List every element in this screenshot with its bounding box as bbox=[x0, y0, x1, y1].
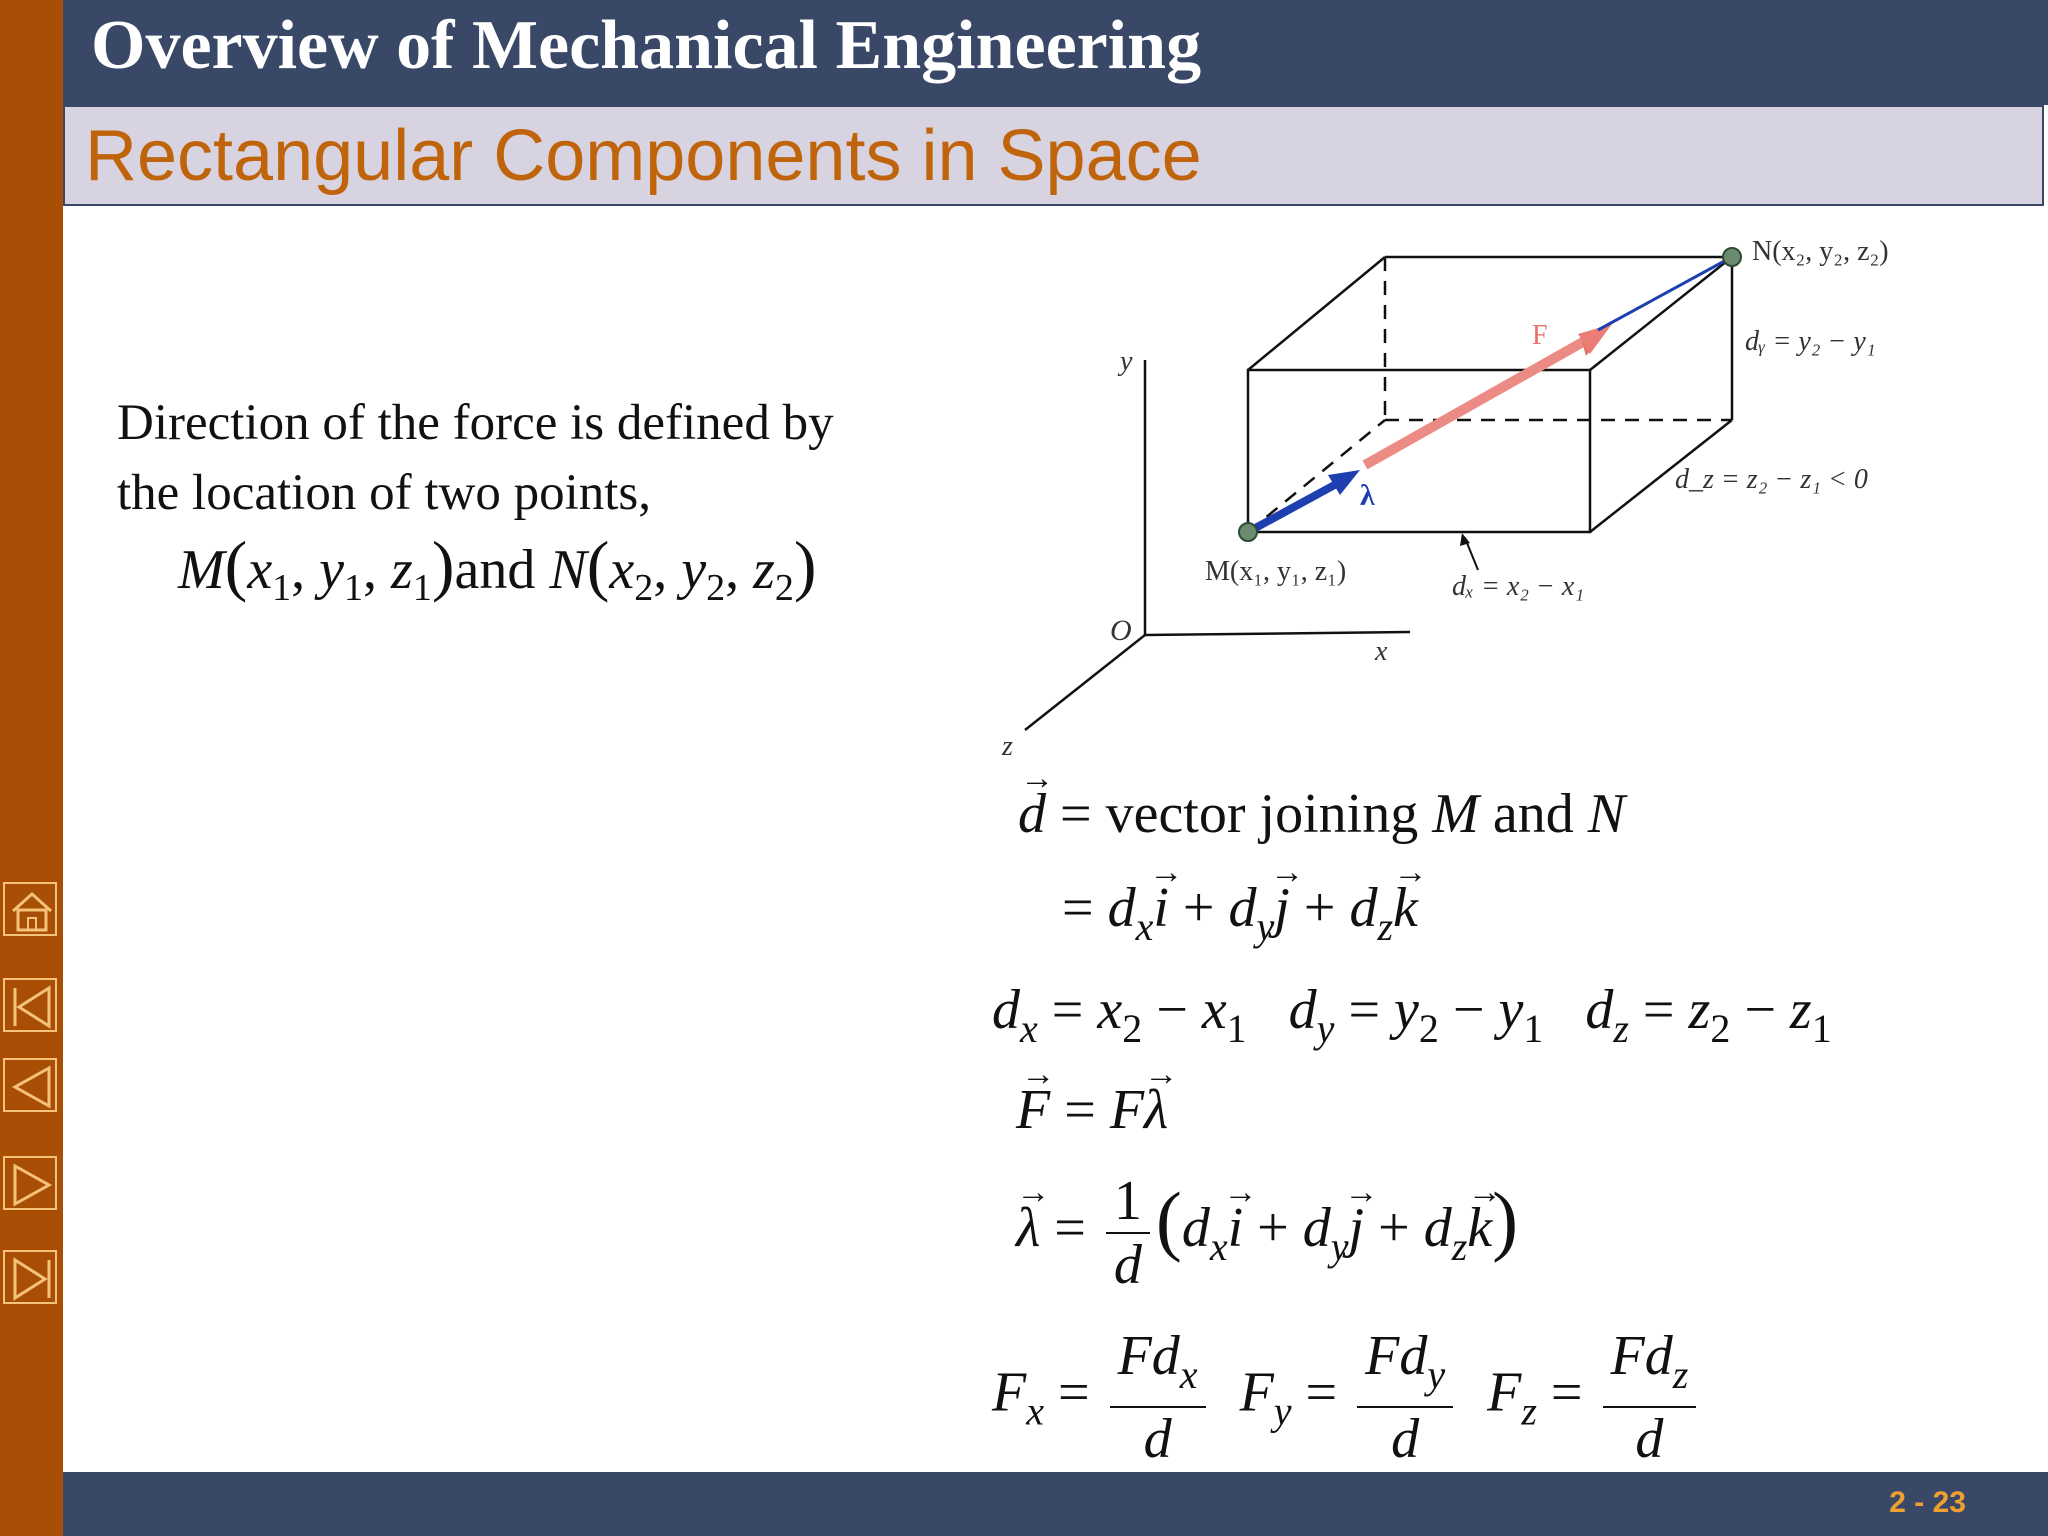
axis-x-label: x bbox=[1375, 636, 1388, 667]
equation-d-definition: → d = vector joining M and N bbox=[1018, 782, 1625, 846]
label-M: M(x₁, y₁, z₁) bbox=[1205, 556, 1347, 587]
previous-slide-button[interactable] bbox=[3, 1058, 57, 1112]
lambda-label: λ bbox=[1360, 479, 1375, 512]
slide-subheader bbox=[63, 105, 2044, 206]
label-N: N(x₂, y₂, z₂) bbox=[1752, 236, 1889, 267]
equation-force-components: $F_x$ = $\frac{Fd_x}{d}$ $F_y$ = $\frac{Fd_y}{d}$ $F_z$ = $\frac{Fd_z}{d}$ bbox=[992, 1325, 1702, 1470]
origin-label: O bbox=[1110, 614, 1132, 647]
last-slide-icon bbox=[5, 1252, 59, 1306]
x-axis bbox=[1145, 632, 1410, 635]
equation-d-components: = $d_x\to i + d_y\to j + d_z\to k$ bbox=[1062, 876, 1418, 950]
z-axis bbox=[1025, 635, 1145, 730]
label-dx: dₓ = x₂ − x₁ bbox=[1452, 571, 1585, 602]
intro-line-1: Direction of the force is defined by bbox=[117, 395, 834, 451]
home-icon bbox=[5, 884, 59, 938]
force-label: F bbox=[1532, 320, 1548, 351]
axis-y-label: y bbox=[1120, 346, 1133, 377]
page-number: 2 - 23 bbox=[1889, 1486, 1966, 1519]
first-slide-icon bbox=[5, 980, 59, 1034]
next-slide-button[interactable] bbox=[3, 1156, 57, 1210]
equation-F-lambda: → F = F→ λ bbox=[1016, 1078, 1168, 1142]
points-expression: $M(x_1$, $y_1$, $z_1)and$ $N(x_2$, $y_2$, $z_2$) bbox=[178, 527, 817, 609]
lambda-arrow bbox=[1248, 482, 1340, 532]
point-N bbox=[1723, 248, 1741, 266]
equation-lambda: → λ = $\frac{1}{d}$ $(d_x\to i + d_y\to j + d_z\to k)$ bbox=[1016, 1170, 1518, 1296]
intro-line-2: the location of two points, bbox=[117, 465, 652, 521]
slide-title: Rectangular Components in Space bbox=[85, 116, 1202, 196]
point-M bbox=[1239, 523, 1257, 541]
and-word: and bbox=[454, 539, 536, 601]
force-arrow-F bbox=[1365, 338, 1590, 465]
axis-z-label: z bbox=[1002, 731, 1013, 762]
label-dy: dᵧ = y₂ − y₁ bbox=[1745, 326, 1876, 357]
force-vector-diagram bbox=[990, 230, 1950, 770]
next-slide-icon bbox=[5, 1158, 59, 1212]
equation-d-differences: $d_x = x_2 - x_1$ $d_y = y_2 - y_1$ $d_z = z_2 - z_1$ bbox=[992, 979, 1832, 1051]
last-slide-button[interactable] bbox=[3, 1250, 57, 1304]
label-dz: d_z = z₂ − z₁ < 0 bbox=[1675, 464, 1868, 495]
previous-slide-icon bbox=[5, 1060, 59, 1114]
first-slide-button[interactable] bbox=[3, 978, 57, 1032]
slide-header bbox=[63, 0, 2048, 105]
intro-text bbox=[117, 388, 834, 528]
slide-footer bbox=[63, 1472, 2048, 1536]
course-title: Overview of Mechanical Engineering bbox=[91, 7, 1202, 84]
line-to-N bbox=[1598, 258, 1730, 330]
home-button[interactable] bbox=[3, 882, 57, 936]
